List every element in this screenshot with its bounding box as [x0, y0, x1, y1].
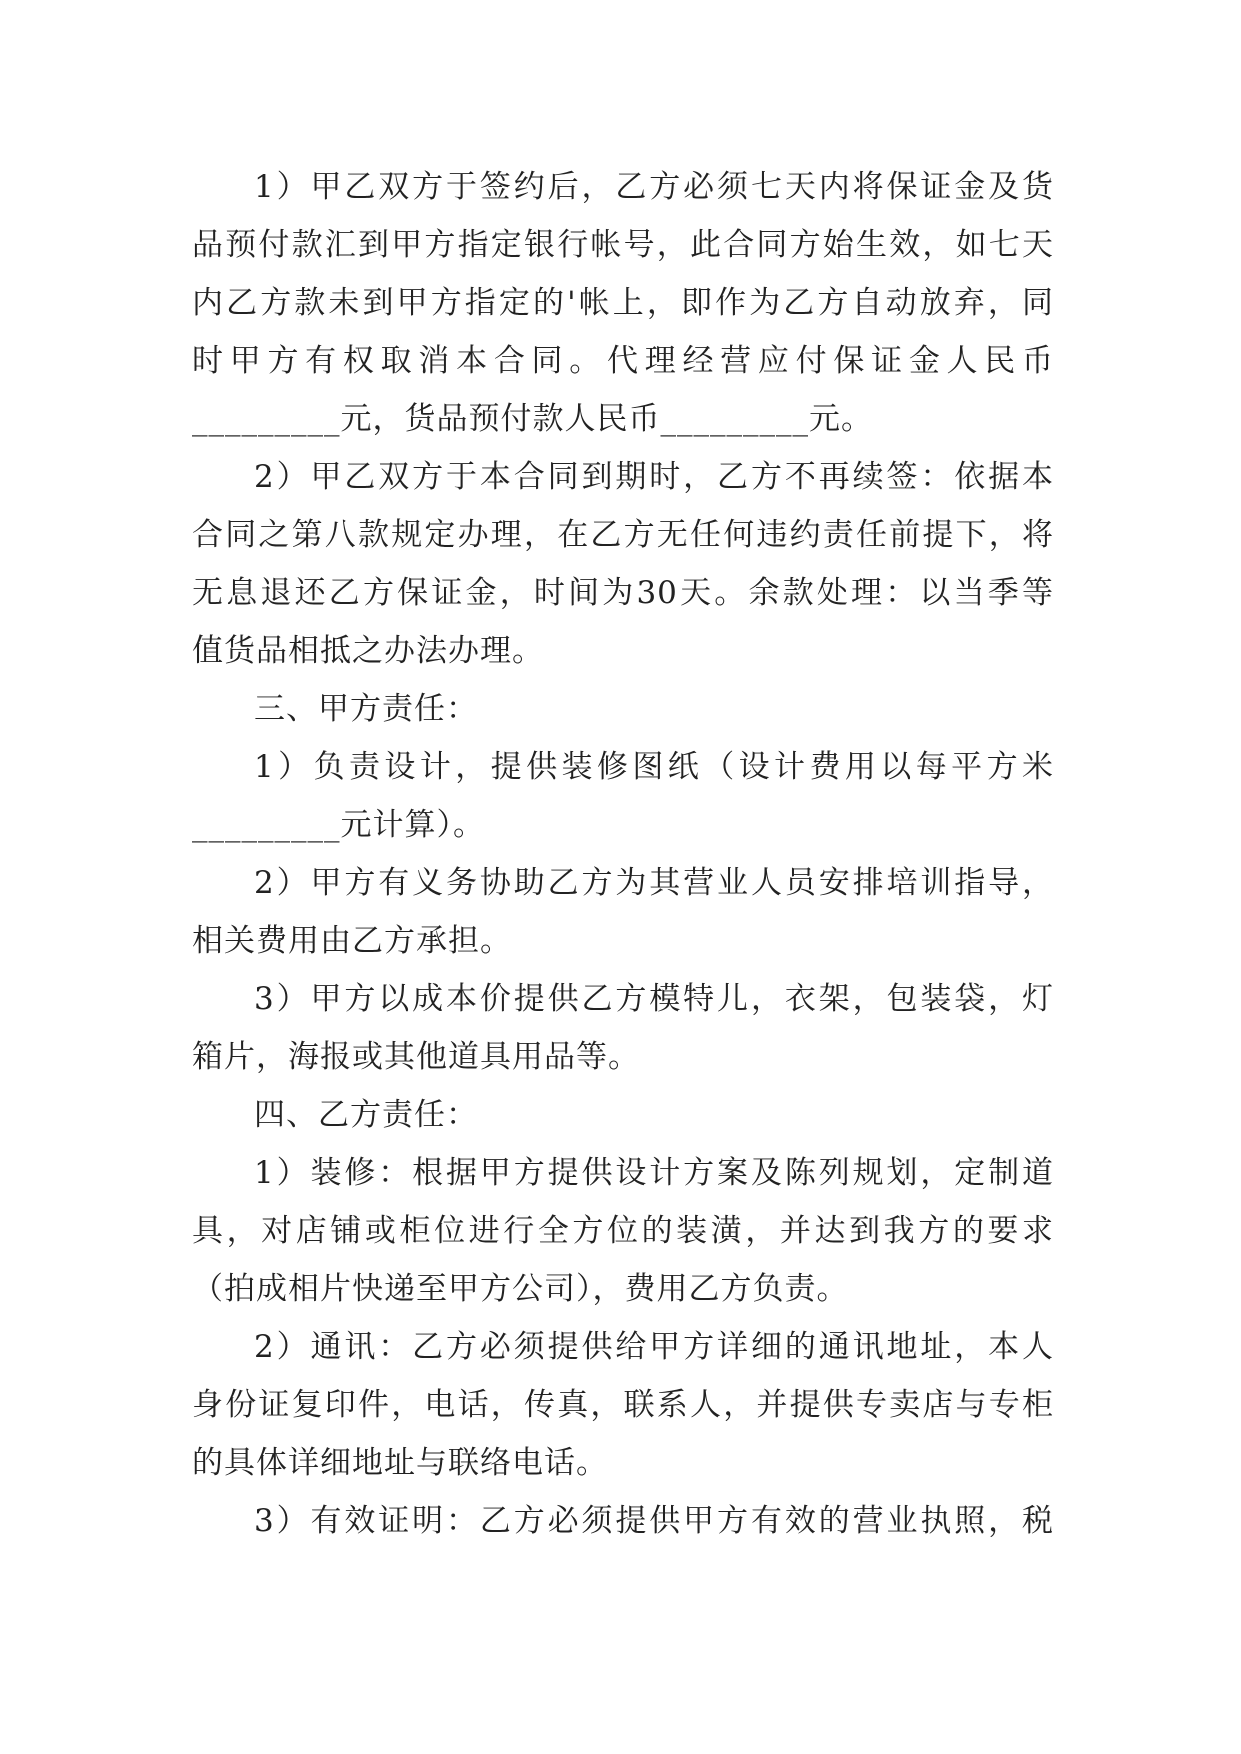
text-line: 具，对店铺或柜位进行全方位的装潢，并达到我方的要求 — [192, 1213, 1054, 1249]
text-line: 合同之第八款规定办理，在乙方无任何违约责任前提下，将 — [192, 517, 1054, 553]
text-line: （拍成相片快递至甲方公司），费用乙方负责。 — [192, 1271, 849, 1307]
text-line: 3）甲方以成本价提供乙方模特儿，衣架，包装袋，灯 — [254, 981, 1054, 1017]
text-line: 1）甲乙双方于签约后，乙方必须七天内将保证金及货 — [254, 169, 1054, 205]
text-line: 3）有效证明：乙方必须提供甲方有效的营业执照，税 — [254, 1503, 1054, 1539]
text-line: 2）甲方有义务协助乙方为其营业人员安排培训指导， — [254, 865, 1054, 901]
text-line: 品预付款汇到甲方指定银行帐号，此合同方始生效，如七天 — [192, 227, 1054, 263]
text-line: 身份证复印件，电话，传真，联系人，并提供专卖店与专柜 — [192, 1387, 1054, 1423]
text-line: 2）甲乙双方于本合同到期时，乙方不再续签：依据本 — [254, 459, 1054, 495]
text-line: _________元，货品预付款人民币_________元。 — [192, 401, 873, 437]
text-line: 值货品相抵之办法办理。 — [192, 633, 544, 669]
text-line: 1）负责设计，提供装修图纸（设计费用以每平方米 — [254, 749, 1054, 785]
text-line: _________元计算）。 — [192, 807, 485, 843]
text-line: 2）通讯：乙方必须提供给甲方详细的通讯地址，本人 — [254, 1329, 1054, 1365]
text-line: 的具体详细地址与联络电话。 — [192, 1445, 608, 1481]
text-line: 箱片，海报或其他道具用品等。 — [192, 1039, 640, 1075]
text-line: 无息退还乙方保证金，时间为30天。余款处理：以当季等 — [192, 575, 1054, 611]
section-heading: 三、甲方责任： — [254, 691, 478, 727]
text-line: 相关费用由乙方承担。 — [192, 923, 512, 959]
section-heading: 四、乙方责任： — [254, 1097, 478, 1133]
text-line: 时甲方有权取消本合同。代理经营应付保证金人民币 — [192, 343, 1054, 379]
text-line: 内乙方款未到甲方指定的'帐上，即作为乙方自动放弃，同 — [192, 285, 1054, 321]
text-line: 1）装修：根据甲方提供设计方案及陈列规划，定制道 — [254, 1155, 1054, 1191]
